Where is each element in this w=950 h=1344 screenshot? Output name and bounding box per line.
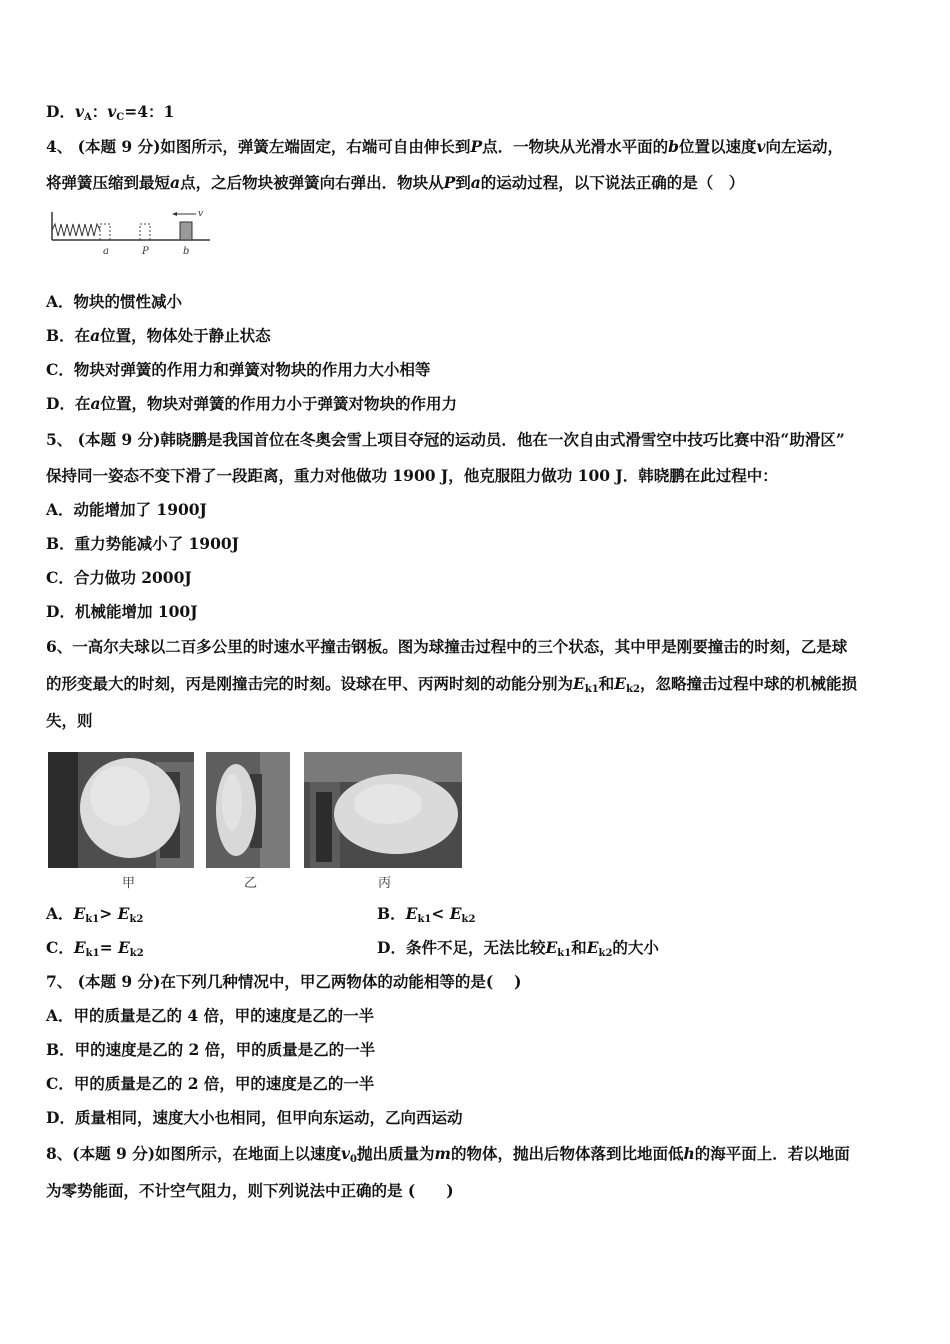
q7-option-c[interactable]: C．甲的质量是乙的 2 倍，甲的速度是乙的一半 bbox=[46, 1074, 375, 1093]
golf-ball-photos bbox=[48, 752, 468, 892]
label-b: b bbox=[183, 246, 190, 257]
label-p: P bbox=[142, 246, 149, 257]
q7-option-d[interactable]: D．质量相同，速度大小也相同，但甲向东运动，乙向西运动 bbox=[46, 1108, 463, 1127]
q6-option-b[interactable]: B．$E_{k1}< E_{k2}$ bbox=[377, 904, 476, 925]
q5-option-b[interactable]: B．重力势能减小了 1900J bbox=[46, 534, 239, 553]
q4-stem-line1: 4、 (本题 9 分)如图所示，弹簧左端固定，右端可自由伸长到P点．一物块从光滑水平面的b位置以速度v向左运动， bbox=[46, 137, 843, 156]
spring-diagram bbox=[46, 204, 216, 260]
q4-stem-line2: 将弹簧压缩到最短a点，之后物块被弹簧向右弹出．物块从P到a的运动过程，以下说法正确的是（ ） bbox=[46, 173, 745, 192]
q7-option-a[interactable]: A．甲的质量是乙的 4 倍，甲的速度是乙的一半 bbox=[46, 1006, 375, 1025]
caption-bing: 丙 bbox=[378, 876, 392, 891]
photo-yi bbox=[206, 752, 290, 868]
q6-stem-line2: 的形变最大的时刻，丙是刚撞击完的时刻。设球在甲、丙两时刻的动能分别为$E_{k1}$和$E_{k2}$，忽略撞击过程中球的机械能损 bbox=[46, 674, 857, 695]
q4-option-c[interactable]: C．物块对弹簧的作用力和弹簧对物块的作用力大小相等 bbox=[46, 360, 431, 379]
q5-option-a[interactable]: A．动能增加了 1900J bbox=[46, 500, 207, 519]
q4-option-d[interactable]: D．在a位置，物块对弹簧的作用力小于弹簧对物块的作用力 bbox=[46, 394, 458, 413]
label-a: a bbox=[103, 246, 109, 257]
q5-stem-line1: 5、 (本题 9 分)韩晓鹏是我国首位在冬奥会雪上项目夺冠的运动员．他在一次自由式滑雪空中技巧比赛中沿“助滑区” bbox=[46, 430, 845, 449]
caption-yi: 乙 bbox=[244, 876, 258, 891]
photo-jia bbox=[48, 752, 194, 868]
q5-stem-line2: 保持同一姿态不变下滑了一段距离，重力对他做功 1900 J，他克服阻力做功 100 J．韩晓鹏在此过程中： bbox=[46, 466, 778, 485]
q6-stem-line3: 失，则 bbox=[46, 711, 93, 730]
q4-option-a[interactable]: A．物块的惯性减小 bbox=[46, 292, 183, 311]
q6-option-a[interactable]: A．$E_{k1}> E_{k2}$ bbox=[46, 904, 144, 925]
q6-stem-line1: 6、一高尔夫球以二百多公里的时速水平撞击钢板。图为球撞击过程中的三个状态，其中甲是刚要撞击的时刻，乙是球 bbox=[46, 637, 848, 656]
q4-option-b[interactable]: B．在a位置，物体处于静止状态 bbox=[46, 326, 271, 345]
q6-option-c[interactable]: C．$E_{k1}= E_{k2}$ bbox=[46, 938, 144, 959]
q8-stem-line2: 为零势能面，不计空气阻力，则下列说法中正确的是 ( ) bbox=[46, 1181, 454, 1200]
q7-option-b[interactable]: B．甲的速度是乙的 2 倍，甲的质量是乙的一半 bbox=[46, 1040, 376, 1059]
q6-option-d[interactable]: D．条件不足，无法比较$E_{k1}$和$E_{k2}$的大小 bbox=[377, 938, 659, 959]
caption-jia: 甲 bbox=[122, 876, 136, 891]
q7-stem: 7、 (本题 9 分)在下列几种情况中，甲乙两物体的动能相等的是( ) bbox=[46, 972, 522, 991]
photo-bing bbox=[304, 752, 462, 868]
q3-option-d: D．$v_A$：$v_C=4$：1 bbox=[46, 102, 175, 123]
q5-option-d[interactable]: D．机械能增加 100J bbox=[46, 602, 198, 621]
velocity-label: v bbox=[198, 209, 204, 219]
q5-option-c[interactable]: C．合力做功 2000J bbox=[46, 568, 192, 587]
q8-stem-line1: 8、(本题 9 分)如图所示，在地面上以速度$v_0$抛出质量为m的物体，抛出后物体落到比地面低h的海平面上．若以地面 bbox=[46, 1144, 850, 1165]
